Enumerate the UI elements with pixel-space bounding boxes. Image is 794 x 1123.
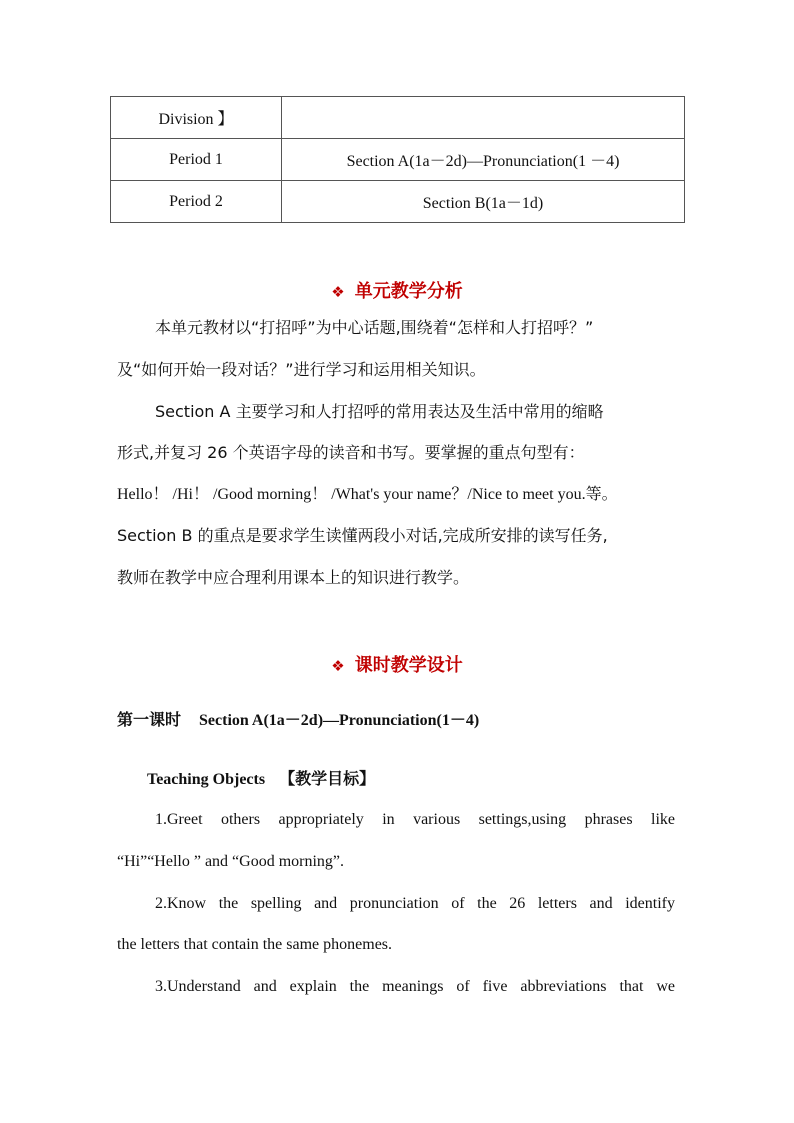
diamond-bullet-icon: ❖ — [331, 657, 345, 675]
period-heading — [117, 710, 677, 731]
table-cell — [282, 97, 685, 139]
objective-line: “Hi”“Hello ” and “Good morning”. — [117, 853, 345, 870]
table-cell: Section A(1a－2d)—Pronunciation(1 －4) — [282, 139, 685, 181]
table-cell: Section B(1a－1d) — [282, 181, 685, 223]
objects-heading — [147, 769, 707, 790]
paragraph-line: 教师在教学中应合理利用课本上的知识进行教学。 — [117, 568, 470, 587]
objects-heading-cn: 【教学目标】 — [279, 769, 376, 788]
diamond-bullet-icon: ❖ — [331, 283, 345, 301]
paragraph-line: 及“如何开始一段对话？”进行学习和运用相关知识。 — [117, 360, 486, 379]
period-label: 第一课时 — [117, 710, 182, 729]
table-cell: Period 2 — [111, 181, 282, 223]
paragraph-line: Section B 的重点是要求学生读懂两段小对话,完成所安排的读写任务, — [117, 526, 608, 545]
unit-analysis-heading — [0, 277, 794, 303]
table-row — [111, 97, 685, 139]
section-heading-text: 课时教学设计 — [354, 655, 463, 676]
table-cell: Period 1 — [111, 139, 282, 181]
section-heading-text: 单元教学分析 — [354, 281, 463, 302]
period-title: Section A(1a－2d)—Pronunciation(1－4) — [199, 712, 480, 729]
paragraph-line: 形式,并复习 26 个英语字母的读音和书写。要掌握的重点句型有： — [117, 443, 585, 462]
objective-line: 1.Greet others appropriately in various settings,using phrases like — [155, 811, 675, 828]
table-row — [111, 139, 685, 181]
paragraph-line: Hello！ /Hi！ /Good morning！ /What's your name？/Nice to meet you.等。 — [117, 486, 618, 503]
objective-line: the letters that contain the same phonemes. — [117, 936, 393, 953]
paragraph-line: Section A 主要学习和人打招呼的常用表达及生活中常用的缩略 — [155, 402, 604, 421]
objective-line: 2.Know the spelling and pronunciation of the 26 letters and identify — [155, 895, 675, 912]
objects-heading-en: Teaching Objects — [147, 771, 266, 788]
table-cell: Division 】 — [111, 97, 282, 139]
lesson-design-heading — [0, 651, 794, 677]
period-division-table — [110, 96, 685, 223]
paragraph-line: 本单元教材以“打招呼”为中心话题,围绕着“怎样和人打招呼？” — [155, 318, 594, 337]
table-row — [111, 181, 685, 223]
objective-line: 3.Understand and explain the meanings of five abbreviations that we — [155, 978, 675, 995]
